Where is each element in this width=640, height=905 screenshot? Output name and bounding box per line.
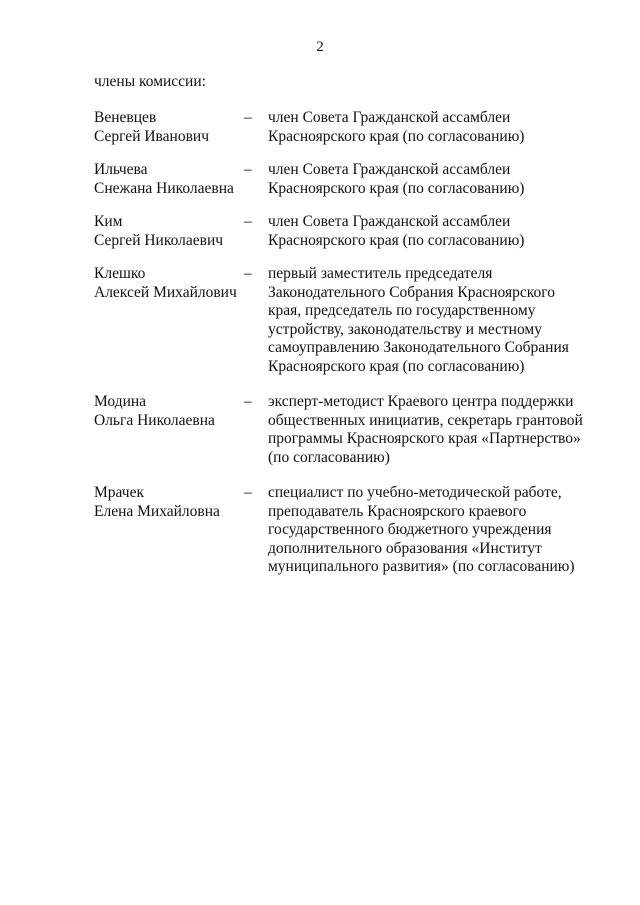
member-name xyxy=(94,109,244,146)
member-name xyxy=(94,213,244,250)
member-role-line: Красноярского края (по согласованию) xyxy=(268,179,525,197)
member-role xyxy=(268,161,588,198)
member-role-line: края, председатель по государственному xyxy=(268,302,536,319)
member-given-names: Снежана Николаевна xyxy=(94,179,234,197)
member-role-line: член Совета Гражданской ассамблеи xyxy=(268,109,511,126)
member-surname: Веневцев xyxy=(94,109,157,126)
member-given-names: Сергей Николаевич xyxy=(94,231,224,249)
member-role xyxy=(268,265,588,376)
member-given-names: Ольга Николаевна xyxy=(94,411,215,429)
member-name xyxy=(94,265,244,302)
members-list xyxy=(94,109,594,592)
member-role-line: устройству, законодательству и местному xyxy=(268,320,542,338)
member-role-line: Законодательного Собрания Красноярского xyxy=(268,283,555,301)
member-dash: – xyxy=(244,265,252,282)
member-given-names: Елена Михайловна xyxy=(94,502,220,520)
member-role-line: самоуправлению Законодательного Собрания xyxy=(268,339,569,356)
member-name xyxy=(94,484,244,521)
member-dash: – xyxy=(244,161,252,178)
member-surname: Модина xyxy=(94,393,147,410)
member-entry xyxy=(94,109,594,146)
member-role-line: Красноярского края (по согласованию) xyxy=(268,357,525,375)
member-role-line: государственного бюджетного учреждения xyxy=(268,521,552,538)
member-role-line: член Совета Гражданской ассамблеи xyxy=(268,213,511,230)
member-role xyxy=(268,109,588,146)
member-name xyxy=(94,393,244,430)
member-given-names: Сергей Иванович xyxy=(94,127,210,145)
member-role-line: первый заместитель председателя xyxy=(268,265,493,282)
member-entry xyxy=(94,161,594,198)
member-role-line: эксперт-методист Краевого центра поддержки xyxy=(268,393,574,410)
member-surname: Ильчева xyxy=(94,161,148,178)
member-surname: Мрачек xyxy=(94,484,144,501)
member-role xyxy=(268,393,588,467)
member-role xyxy=(268,213,588,250)
member-name xyxy=(94,161,244,198)
member-dash: – xyxy=(244,484,252,501)
member-role-line: муниципального развития» (по согласованию) xyxy=(268,558,575,575)
member-entry xyxy=(94,484,594,577)
member-dash: – xyxy=(244,393,252,410)
member-surname: Клешко xyxy=(94,265,146,282)
member-role xyxy=(268,484,588,577)
member-role-line: дополнительного образования «Институт xyxy=(268,539,542,557)
member-role-line: Красноярского края (по согласованию) xyxy=(268,127,525,145)
member-role-line: член Совета Гражданской ассамблеи xyxy=(268,161,511,178)
member-role-line: программы Красноярского края «Партнерство» xyxy=(268,430,581,447)
member-role-line: Красноярского края (по согласованию) xyxy=(268,231,525,249)
member-entry xyxy=(94,265,594,376)
member-role-line: общественных инициатив, секретарь грантовой xyxy=(268,411,583,429)
member-given-names: Алексей Михайлович xyxy=(94,283,237,301)
member-dash: – xyxy=(244,109,252,126)
member-entry xyxy=(94,213,594,250)
member-role-line: преподаватель Красноярского краевого xyxy=(268,502,527,520)
page-number: 2 xyxy=(316,39,324,55)
member-dash: – xyxy=(244,213,252,230)
member-role-line: (по согласованию) xyxy=(268,448,390,466)
member-entry xyxy=(94,393,594,467)
section-heading: члены комиссии: xyxy=(94,73,206,90)
member-role-line: специалист по учебно-методической работе, xyxy=(268,484,562,501)
member-surname: Ким xyxy=(94,213,123,230)
